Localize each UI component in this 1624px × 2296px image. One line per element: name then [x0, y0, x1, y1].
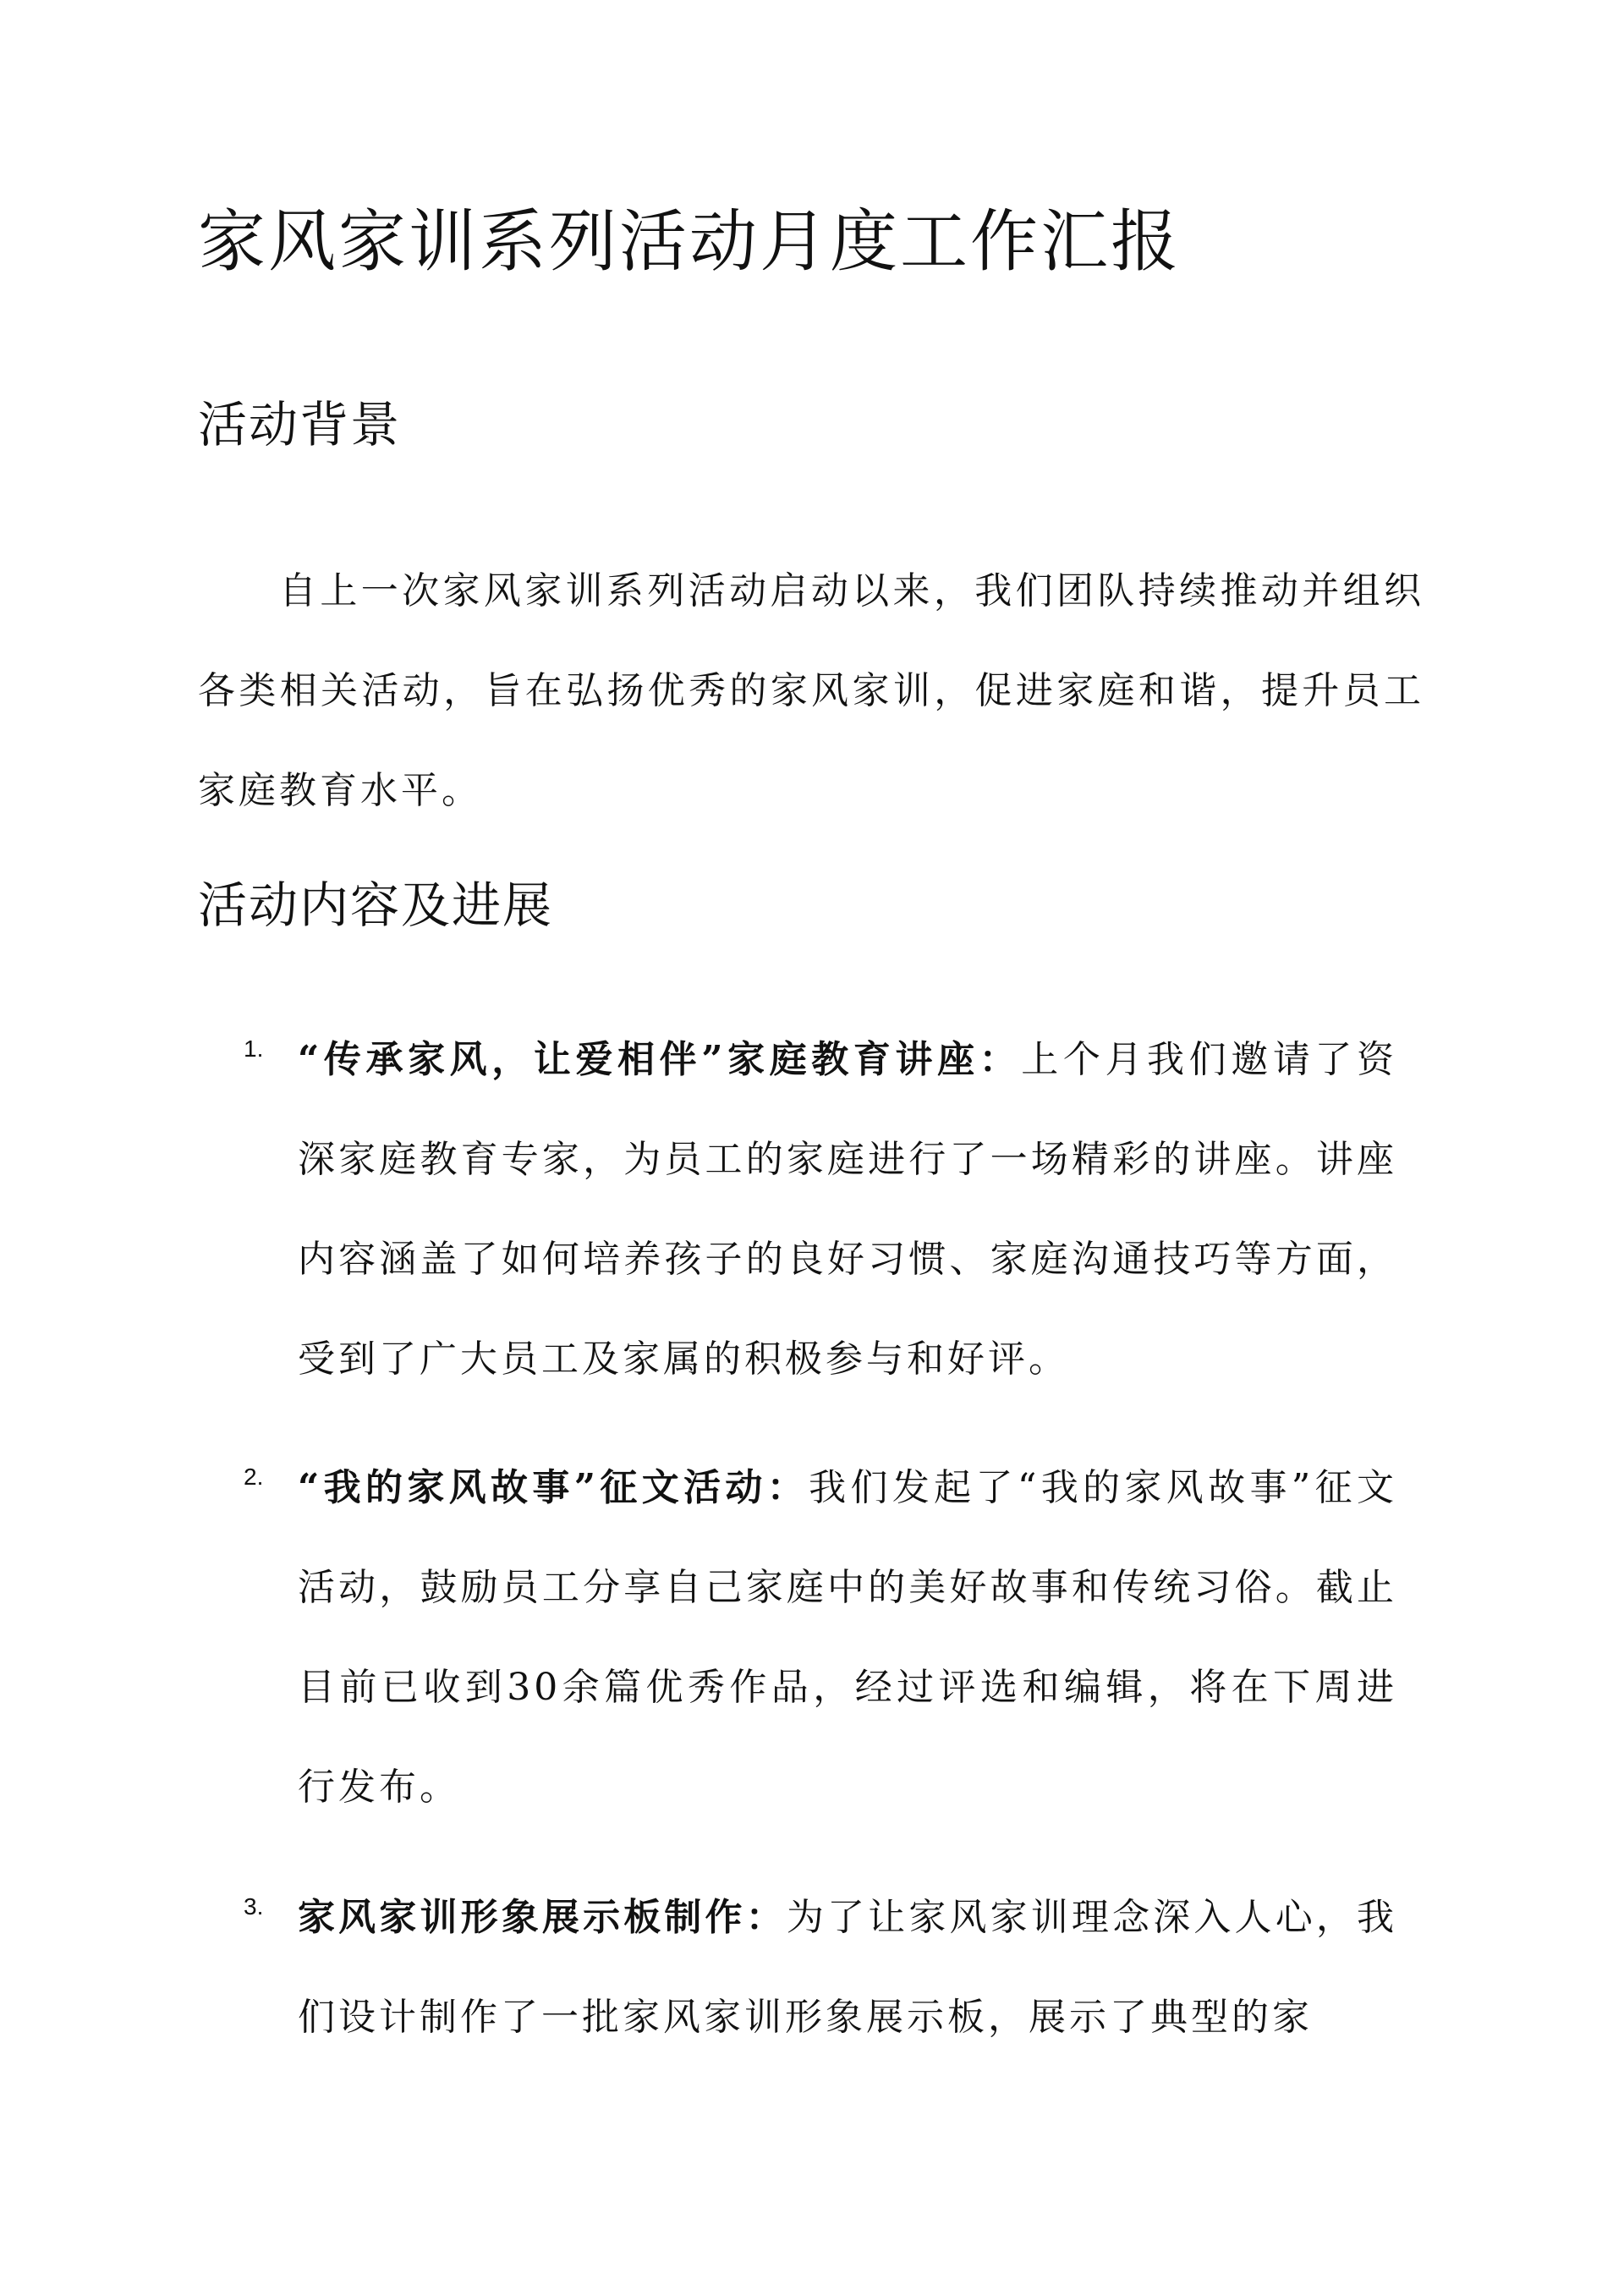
- list-item-lead: “我的家风故事”征文活动：: [298, 1466, 809, 1509]
- section-heading-background: 活动背景: [198, 396, 402, 453]
- document-title: 家风家训系列活动月度工作汇报: [198, 202, 1181, 281]
- list-item-body: [298, 1868, 1397, 2068]
- list-item-body: [298, 1010, 1397, 1409]
- background-paragraph: 自上一次家风家训系列活动启动以来，我们团队持续推动并组织各类相关活动，旨在弘扬优秀的家风家训，促进家庭和谐，提升员工家庭教育水平。: [198, 569, 1424, 812]
- list-item-lead: 家风家训形象展示板制作：: [298, 1896, 787, 1939]
- list-item-lecture: [244, 1010, 1428, 1409]
- list-item-text: 上个月我们邀请了资深家庭教育专家，为员工的家庭进行了一场精彩的讲座。讲座内容涵盖了如何培养孩子的良好习惯、家庭沟通技巧等方面，受到了广大员工及家属的积极参与和好评。: [298, 1038, 1397, 1381]
- list-item-essay: [244, 1438, 1428, 1837]
- list-item-text: 我们发起了“我的家风故事”征文活动，鼓励员工分享自己家庭中的美好故事和传统习俗。截止目前已收到30余篇优秀作品，经过评选和编辑，将在下周进行发布。: [298, 1466, 1397, 1809]
- list-item-display-board: [244, 1868, 1428, 2068]
- section-heading-activities: 活动内容及进展: [198, 876, 554, 934]
- list-item-text: 为了让家风家训理念深入人心，我们设计制作了一批家风家训形象展示板，展示了典型的家: [298, 1896, 1398, 2039]
- list-item-number: 2.: [244, 1464, 264, 1490]
- list-item-number: 1.: [244, 1035, 264, 1062]
- list-item-number: 3.: [244, 1893, 264, 1920]
- list-item-lead: “传承家风，让爱相伴”家庭教育讲座：: [298, 1038, 1022, 1081]
- list-item-body: [298, 1438, 1397, 1837]
